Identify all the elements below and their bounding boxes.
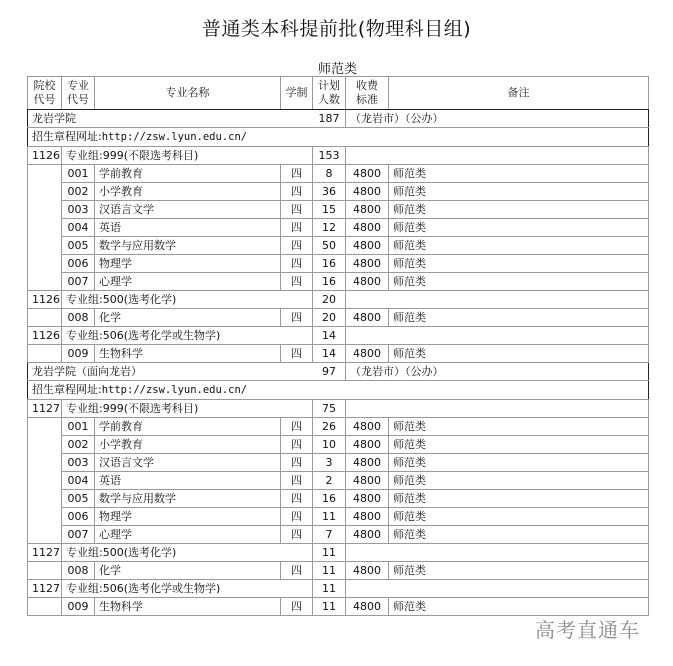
major-duration: 四 (281, 255, 313, 273)
major-tuition: 4800 (346, 490, 389, 508)
major-code: 001 (62, 418, 95, 436)
major-code: 005 (62, 237, 95, 255)
major-code: 002 (62, 183, 95, 201)
major-remark: 师范类 (389, 454, 649, 472)
major-remark: 师范类 (389, 309, 649, 327)
major-row (28, 255, 649, 273)
major-plan-count: 2 (313, 472, 346, 490)
major-school-code-empty (28, 562, 62, 580)
major-name: 学前教育 (95, 418, 281, 436)
group-plan-count: 11 (313, 544, 346, 562)
major-code: 006 (62, 255, 95, 273)
major-code: 002 (62, 436, 95, 454)
major-plan-count: 10 (313, 436, 346, 454)
table-header-row (28, 77, 649, 110)
major-duration: 四 (281, 508, 313, 526)
major-tuition: 4800 (346, 201, 389, 219)
major-duration: 四 (281, 219, 313, 237)
school-remark: （龙岩市）（公办） (346, 363, 649, 381)
major-row (28, 526, 649, 544)
major-name: 学前教育 (95, 165, 281, 183)
header-tuition: 收费标准 (346, 77, 389, 110)
major-remark: 师范类 (389, 183, 649, 201)
url-label: 招生章程网址: (32, 383, 102, 396)
major-duration: 四 (281, 472, 313, 490)
url-label: 招生章程网址: (32, 130, 102, 143)
major-name: 生物科学 (95, 345, 281, 363)
major-tuition: 4800 (346, 255, 389, 273)
major-remark: 师范类 (389, 562, 649, 580)
major-code: 007 (62, 526, 95, 544)
major-remark: 师范类 (389, 526, 649, 544)
major-name: 汉语言文学 (95, 201, 281, 219)
group-plan-count: 11 (313, 580, 346, 598)
major-duration: 四 (281, 345, 313, 363)
major-duration: 四 (281, 490, 313, 508)
major-duration: 四 (281, 562, 313, 580)
major-plan-count: 16 (313, 490, 346, 508)
major-row (28, 454, 649, 472)
school-plan-count: 187 (313, 110, 346, 128)
group-label: 专业组:500(选考化学) (62, 544, 313, 562)
major-plan-count: 15 (313, 201, 346, 219)
major-code: 006 (62, 508, 95, 526)
group-row (28, 580, 649, 598)
major-plan-count: 12 (313, 219, 346, 237)
major-plan-count: 11 (313, 598, 346, 616)
major-tuition: 4800 (346, 309, 389, 327)
major-remark: 师范类 (389, 237, 649, 255)
group-plan-count: 14 (313, 327, 346, 345)
major-school-code-empty (28, 418, 62, 544)
major-code: 003 (62, 454, 95, 472)
major-plan-count: 11 (313, 562, 346, 580)
major-name: 汉语言文学 (95, 454, 281, 472)
major-duration: 四 (281, 309, 313, 327)
major-remark: 师范类 (389, 219, 649, 237)
group-row (28, 291, 649, 309)
major-name: 数学与应用数学 (95, 237, 281, 255)
major-school-code-empty (28, 165, 62, 291)
school-url-row (28, 128, 649, 147)
major-code: 009 (62, 345, 95, 363)
header-duration: 学制 (281, 77, 313, 110)
major-name: 小学教育 (95, 183, 281, 201)
major-plan-count: 16 (313, 255, 346, 273)
major-tuition: 4800 (346, 219, 389, 237)
major-code: 003 (62, 201, 95, 219)
admissions-url-link[interactable]: http://zsw.lyun.edu.cn/ (101, 384, 248, 396)
major-name: 英语 (95, 472, 281, 490)
major-plan-count: 14 (313, 345, 346, 363)
major-duration: 四 (281, 165, 313, 183)
major-tuition: 4800 (346, 273, 389, 291)
group-row (28, 400, 649, 418)
admissions-table (27, 76, 649, 616)
major-school-code-empty (28, 598, 62, 616)
school-row (28, 110, 649, 128)
major-plan-count: 36 (313, 183, 346, 201)
major-tuition: 4800 (346, 345, 389, 363)
school-remark: （龙岩市）（公办） (346, 110, 649, 128)
group-school-code: 1127 (28, 400, 62, 418)
major-row (28, 472, 649, 490)
major-remark: 师范类 (389, 165, 649, 183)
major-plan-count: 8 (313, 165, 346, 183)
major-name: 心理学 (95, 273, 281, 291)
major-name: 小学教育 (95, 436, 281, 454)
watermark: 高考直通车 (535, 618, 640, 642)
major-name: 化学 (95, 562, 281, 580)
major-name: 心理学 (95, 526, 281, 544)
major-row (28, 436, 649, 454)
major-tuition: 4800 (346, 598, 389, 616)
major-plan-count: 50 (313, 237, 346, 255)
major-remark: 师范类 (389, 508, 649, 526)
major-row (28, 165, 649, 183)
major-duration: 四 (281, 183, 313, 201)
header-major-code: 专业代号 (62, 77, 95, 110)
major-remark: 师范类 (389, 598, 649, 616)
group-remark-empty (346, 400, 649, 418)
major-plan-count: 26 (313, 418, 346, 436)
major-duration: 四 (281, 526, 313, 544)
major-duration: 四 (281, 454, 313, 472)
major-row (28, 490, 649, 508)
major-code: 001 (62, 165, 95, 183)
group-row (28, 147, 649, 165)
group-remark-empty (346, 327, 649, 345)
major-duration: 四 (281, 598, 313, 616)
major-name: 物理学 (95, 255, 281, 273)
major-remark: 师范类 (389, 201, 649, 219)
major-tuition: 4800 (346, 165, 389, 183)
header-remarks: 备注 (389, 77, 649, 110)
major-plan-count: 7 (313, 526, 346, 544)
major-duration: 四 (281, 237, 313, 255)
major-tuition: 4800 (346, 472, 389, 490)
group-school-code: 1126 (28, 327, 62, 345)
major-remark: 师范类 (389, 273, 649, 291)
major-school-code-empty (28, 345, 62, 363)
school-url-row (28, 381, 649, 400)
major-code: 009 (62, 598, 95, 616)
major-tuition: 4800 (346, 508, 389, 526)
school-url-cell (28, 381, 649, 400)
major-plan-count: 20 (313, 309, 346, 327)
header-school-code: 院校代号 (28, 77, 62, 110)
major-name: 化学 (95, 309, 281, 327)
major-row (28, 201, 649, 219)
major-row (28, 183, 649, 201)
major-name: 英语 (95, 219, 281, 237)
major-row (28, 237, 649, 255)
major-name: 生物科学 (95, 598, 281, 616)
group-row (28, 327, 649, 345)
major-row (28, 309, 649, 327)
group-school-code: 1126 (28, 147, 62, 165)
group-row (28, 544, 649, 562)
school-url-cell (28, 128, 649, 147)
major-remark: 师范类 (389, 490, 649, 508)
page-title: 普通类本科提前批(物理科目组) (201, 18, 472, 40)
major-row (28, 418, 649, 436)
major-row (28, 345, 649, 363)
major-tuition: 4800 (346, 436, 389, 454)
school-plan-count: 97 (313, 363, 346, 381)
major-code: 005 (62, 490, 95, 508)
school-name: 龙岩学院（面向龙岩） (28, 363, 313, 381)
major-tuition: 4800 (346, 237, 389, 255)
group-school-code: 1127 (28, 580, 62, 598)
group-school-code: 1126 (28, 291, 62, 309)
major-row (28, 598, 649, 616)
major-duration: 四 (281, 436, 313, 454)
major-tuition: 4800 (346, 562, 389, 580)
major-code: 008 (62, 309, 95, 327)
major-code: 008 (62, 562, 95, 580)
major-row (28, 273, 649, 291)
group-label: 专业组:999(不限选考科目) (62, 147, 313, 165)
major-remark: 师范类 (389, 255, 649, 273)
major-plan-count: 3 (313, 454, 346, 472)
major-remark: 师范类 (389, 436, 649, 454)
group-label: 专业组:506(选考化学或生物学) (62, 580, 313, 598)
major-tuition: 4800 (346, 418, 389, 436)
major-name: 物理学 (95, 508, 281, 526)
group-label: 专业组:999(不限选考科目) (62, 400, 313, 418)
major-remark: 师范类 (389, 418, 649, 436)
major-row (28, 219, 649, 237)
major-row (28, 508, 649, 526)
admissions-url-link[interactable]: http://zsw.lyun.edu.cn/ (101, 131, 248, 143)
major-remark: 师范类 (389, 472, 649, 490)
major-remark: 师范类 (389, 345, 649, 363)
group-label: 专业组:506(选考化学或生物学) (62, 327, 313, 345)
major-tuition: 4800 (346, 183, 389, 201)
major-code: 004 (62, 472, 95, 490)
major-school-code-empty (28, 309, 62, 327)
major-name: 数学与应用数学 (95, 490, 281, 508)
group-remark-empty (346, 580, 649, 598)
group-school-code: 1127 (28, 544, 62, 562)
header-plan-count: 计划人数 (313, 77, 346, 110)
group-remark-empty (346, 147, 649, 165)
section-title: 师范类 (317, 62, 357, 77)
school-name: 龙岩学院 (28, 110, 313, 128)
major-row (28, 562, 649, 580)
group-remark-empty (346, 544, 649, 562)
group-plan-count: 75 (313, 400, 346, 418)
major-plan-count: 16 (313, 273, 346, 291)
group-plan-count: 20 (313, 291, 346, 309)
major-duration: 四 (281, 418, 313, 436)
major-code: 007 (62, 273, 95, 291)
group-remark-empty (346, 291, 649, 309)
major-duration: 四 (281, 201, 313, 219)
major-code: 004 (62, 219, 95, 237)
school-row (28, 363, 649, 381)
header-major-name: 专业名称 (95, 77, 281, 110)
major-tuition: 4800 (346, 454, 389, 472)
major-plan-count: 11 (313, 508, 346, 526)
major-duration: 四 (281, 273, 313, 291)
group-label: 专业组:500(选考化学) (62, 291, 313, 309)
group-plan-count: 153 (313, 147, 346, 165)
major-tuition: 4800 (346, 526, 389, 544)
